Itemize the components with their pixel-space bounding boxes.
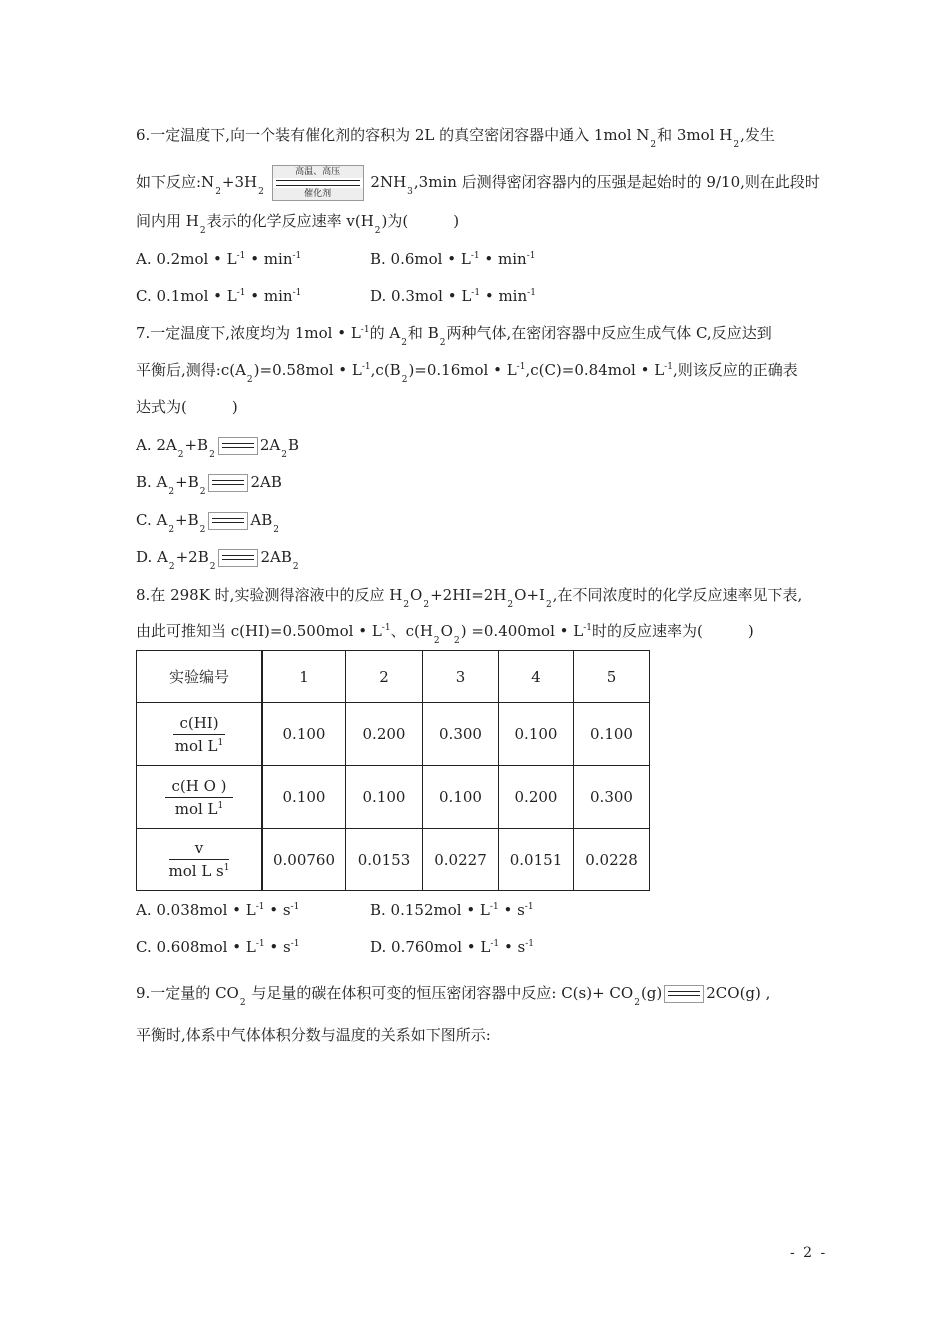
q9-line1: 9.一定量的 $CO_2$ 与足量的碳在体积可变的恒压密闭容器中反应: $C(s)+ CO_2(g)$ 2CO(g) , xyxy=(136,984,771,1008)
reaction-arrow: 高温、高压 催化剂 xyxy=(272,165,364,201)
table-cell: 0.00760 xyxy=(262,829,346,891)
table-cell: 0.0227 xyxy=(423,829,499,891)
equilibrium-arrow-icon xyxy=(664,985,704,1003)
table-cell: 0.100 xyxy=(346,766,423,829)
q6-option-c: C. 0.1mol • $L^{-1}$ • $\min^{-1}$ xyxy=(136,287,302,305)
table-cell: 0.0153 xyxy=(346,829,423,891)
table-col-header: 3 xyxy=(423,651,499,703)
table-cell: 0.100 xyxy=(499,703,574,766)
q8-option-b: B. 0.152mol • $L^{-1}$ • $s^{-1}$ xyxy=(370,901,534,919)
equilibrium-arrow-icon xyxy=(208,512,248,530)
q7-option-c: C. $A_2+B_2AB_2$ xyxy=(136,511,279,535)
q6-option-a: A. 0.2mol • $L^{-1}$ • $\min^{-1}$ xyxy=(136,250,302,268)
q8-option-d: D. 0.760mol • $L^{-1}$ • $s^{-1}$ xyxy=(370,938,535,956)
q7-line1: 7.一定温度下,浓度均为 1mol • $L^{-1}$的 $A_2$和 $B_2$两种气体,在密闭容器中反应生成气体 C,反应达到 xyxy=(136,324,772,348)
q7-option-b: B. $A_2+B_22AB$ xyxy=(136,473,282,497)
table-header-row xyxy=(137,651,650,703)
row-label-chi: $\frac{c(HI)}{mol L^1}$ xyxy=(137,703,263,766)
q8-line2: 由此可推知当 c(HI)=0.500mol • $L^{-1}$、$c(H_2O_2) =0.400mol$ • $L^{-1}$时的反应速率为( ) xyxy=(136,622,754,646)
table-cell: 0.100 xyxy=(262,703,346,766)
table-cell: 0.300 xyxy=(574,766,650,829)
table-cell: 0.100 xyxy=(262,766,346,829)
q6-line1: 6.一定温度下,向一个装有催化剂的容积为 2L 的真空密闭容器中通入 1mol $N_2$和 3mol $H_2$,发生 xyxy=(136,126,775,150)
q6-option-b: B. 0.6mol • $L^{-1}$ • $\min^{-1}$ xyxy=(370,250,536,268)
q7-option-d: D. $A_2+2B_22AB_2$ xyxy=(136,548,299,572)
q9-line2: 平衡时,体系中气体体积分数与温度的关系如下图所示: xyxy=(136,1026,491,1044)
equilibrium-arrow-icon xyxy=(218,549,258,567)
q8-line1: 8.在 298K 时,实验测得溶液中的反应 $H_2O_2+2HI=2H_2O+I_2$,在不同浓度时的化学反应速率见下表, xyxy=(136,586,803,610)
equilibrium-arrow-icon xyxy=(208,474,248,492)
table-cell: 0.100 xyxy=(423,766,499,829)
q8-option-c: C. 0.608mol • $L^{-1}$ • $s^{-1}$ xyxy=(136,938,300,956)
q7-option-a: A. $2A_2+B_22A_2B$ xyxy=(136,436,299,460)
q7-line2: 平衡后,测得$:c(A_2)=0.58mol$ • $L^{-1},c(B_2)=0.16mol$ • $L^{-1},c(C)=0.84mol$ • $L^{-1}$,则该反应的正确表 xyxy=(136,361,798,385)
table-cell: 0.300 xyxy=(423,703,499,766)
table-header-label: 实验编号 xyxy=(137,651,263,703)
q6-line2: 如下反应$:N_2+3H_2$ 高温、高压 催化剂 $2NH_3,3\min$ 后测得密闭容器内的压强是起始时的 9/10,则在此段时 xyxy=(136,167,820,199)
row-label-v: $\frac{v}{mol L s^1}$ xyxy=(137,829,263,891)
table-cell: 0.100 xyxy=(574,703,650,766)
table-col-header: 1 xyxy=(262,651,346,703)
row-label-ch2o2: $\frac{\text{c(H O )}}{mol L^1}$ xyxy=(137,766,263,829)
table-col-header: 5 xyxy=(574,651,650,703)
q6-option-d: D. 0.3mol • $L^{-1}$ • $\min^{-1}$ xyxy=(370,287,536,305)
q6-line3: 间内用 $H_2$表示的化学反应速率 $v(H_2)$为( ) xyxy=(136,212,460,236)
table-cell: 0.0228 xyxy=(574,829,650,891)
table-row xyxy=(137,766,650,829)
table-cell: 0.200 xyxy=(499,766,574,829)
table-cell: 0.0151 xyxy=(499,829,574,891)
table-cell: 0.200 xyxy=(346,703,423,766)
data-table xyxy=(136,650,650,891)
page-number: - 2 - xyxy=(790,1245,828,1261)
q8-option-a: A. 0.038mol • $L^{-1}$ • $s^{-1}$ xyxy=(136,901,300,919)
table-row xyxy=(137,703,650,766)
table-col-header: 2 xyxy=(346,651,423,703)
table-col-header: 4 xyxy=(499,651,574,703)
q7-line3: 达式为( ) xyxy=(136,398,238,416)
table-row xyxy=(137,829,650,891)
equilibrium-arrow-icon xyxy=(218,437,258,455)
